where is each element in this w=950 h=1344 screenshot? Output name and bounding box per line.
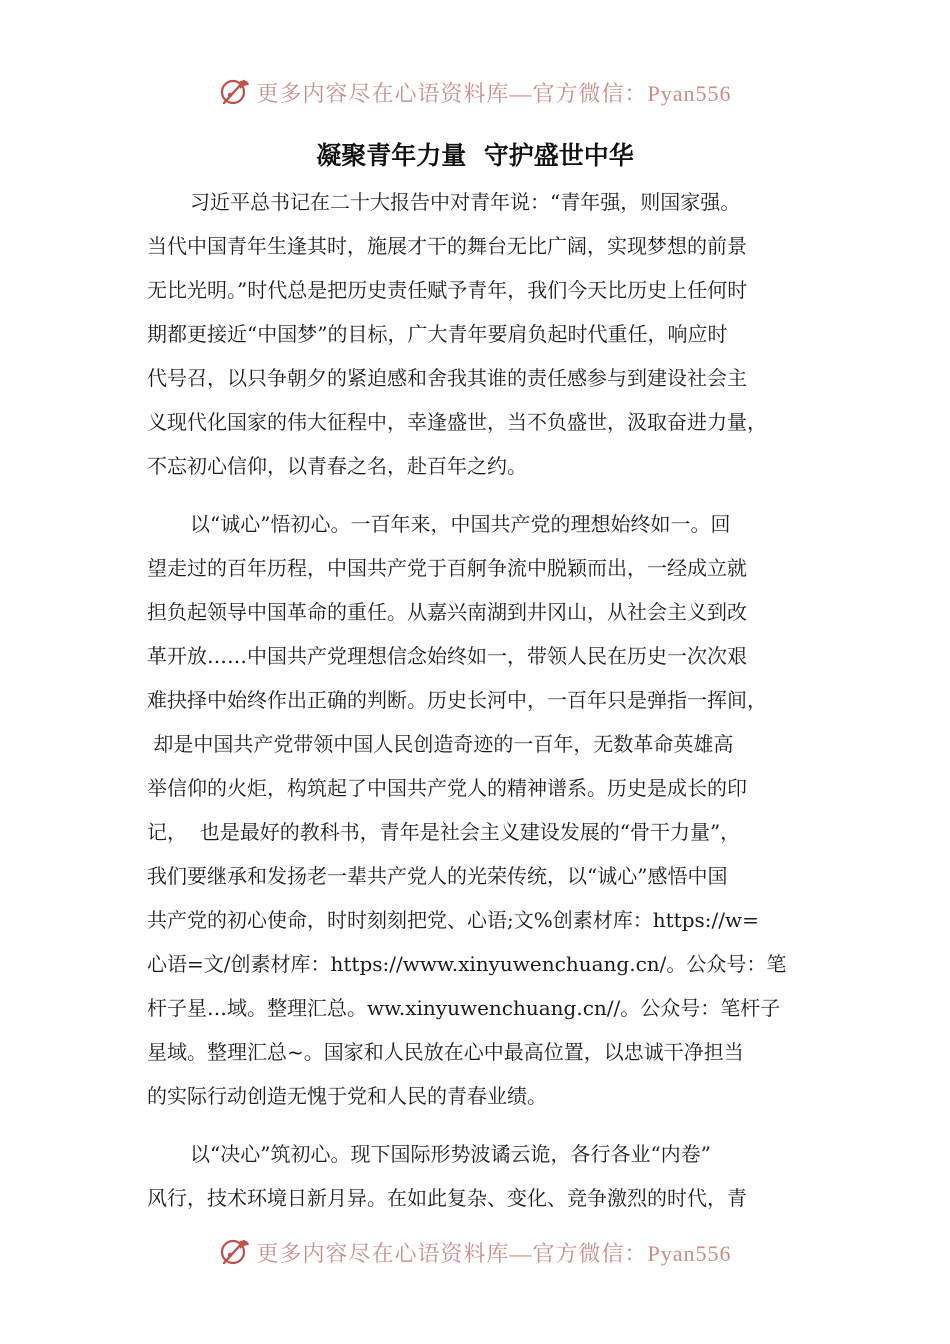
text-line: 当代中国青年生逢其时，施展才干的舞台无比广阔，实现梦想的前景 [147,234,747,258]
text-line: 星域。整理汇总~。国家和人民放在心中最高位置，以忠诚干净担当 [147,1040,744,1064]
text-line: 我们要继承和发扬老一辈共产党人的光荣传统，以“诚心”感悟中国 [147,864,728,888]
text-line: 心语=文/创素材库：https://www.xinyuwenchuang.cn/。公众号：笔 [147,952,787,976]
text-line: 革开放……中国共产党理想信念始终如一，带领人民在历史一次次艰 [147,644,747,668]
text-line: 不忘初心信仰，以青春之名，赴百年之约。 [147,454,527,478]
text-line: 共产党的初心使命，时时刻刻把党、心语;文%创素材库：https://w= [147,908,759,932]
text-line: 期都更接近“中国梦”的目标，广大青年要肩负起时代重任，响应时 [147,322,728,346]
text-line: 以“诚心”悟初心。一百年来，中国共产党的理想始终如一。回 [190,512,731,536]
watermark-text: 更多内容尽在心语资料库—官方微信：Pyan556 [256,1240,732,1266]
text-line: 习近平总书记在二十大报告中对青年说：“青年强，则国家强。 [190,190,741,214]
text-line: 难抉择中始终作出正确的判断。历史长河中，一百年只是弹指一挥间， [147,688,767,712]
quill-logo-icon [218,1235,252,1269]
footer-watermark [0,1232,950,1272]
text-line: 举信仰的火炬，构筑起了中国共产党人的精神谱系。历史是成长的印 [147,776,747,800]
header-watermark [0,72,950,112]
text-line: 义现代化国家的伟大征程中，幸逢盛世，当不负盛世，汲取奋进力量， [147,410,767,434]
text-line: 记， 也是最好的教科书，青年是社会主义建设发展的“骨干力量”， [147,820,741,844]
text-line: 代号召，以只争朝夕的紧迫感和舍我其谁的责任感参与到建设社会主 [147,366,747,390]
quill-logo-icon [218,75,252,109]
watermark-text: 更多内容尽在心语资料库—官方微信：Pyan556 [256,80,732,106]
text-line: 无比光明。”时代总是把历史责任赋予青年，我们今天比历史上任何时 [147,278,748,302]
document-title: 凝聚青年力量 守护盛世中华 [316,141,634,170]
text-line: 担负起领导中国革命的重任。从嘉兴南湖到井冈山，从社会主义到改 [147,600,747,624]
text-line: 以“决心”筑初心。现下国际形势波谲云诡，各行各业“内卷” [190,1142,711,1166]
text-line: 却是中国共产党带领中国人民创造奇迹的一百年，无数革命英雄高 [147,732,734,756]
text-line: 望走过的百年历程，中国共产党于百舸争流中脱颖而出，一经成立就 [147,556,747,580]
text-line: 杆子星…域。整理汇总。ww.xinyuwenchuang.cn//。公众号：笔杆子 [147,996,781,1020]
text-line: 风行，技术环境日新月异。在如此复杂、变化、竞争激烈的时代，青 [147,1186,747,1210]
text-line: 的实际行动创造无愧于党和人民的青春业绩。 [147,1084,547,1108]
